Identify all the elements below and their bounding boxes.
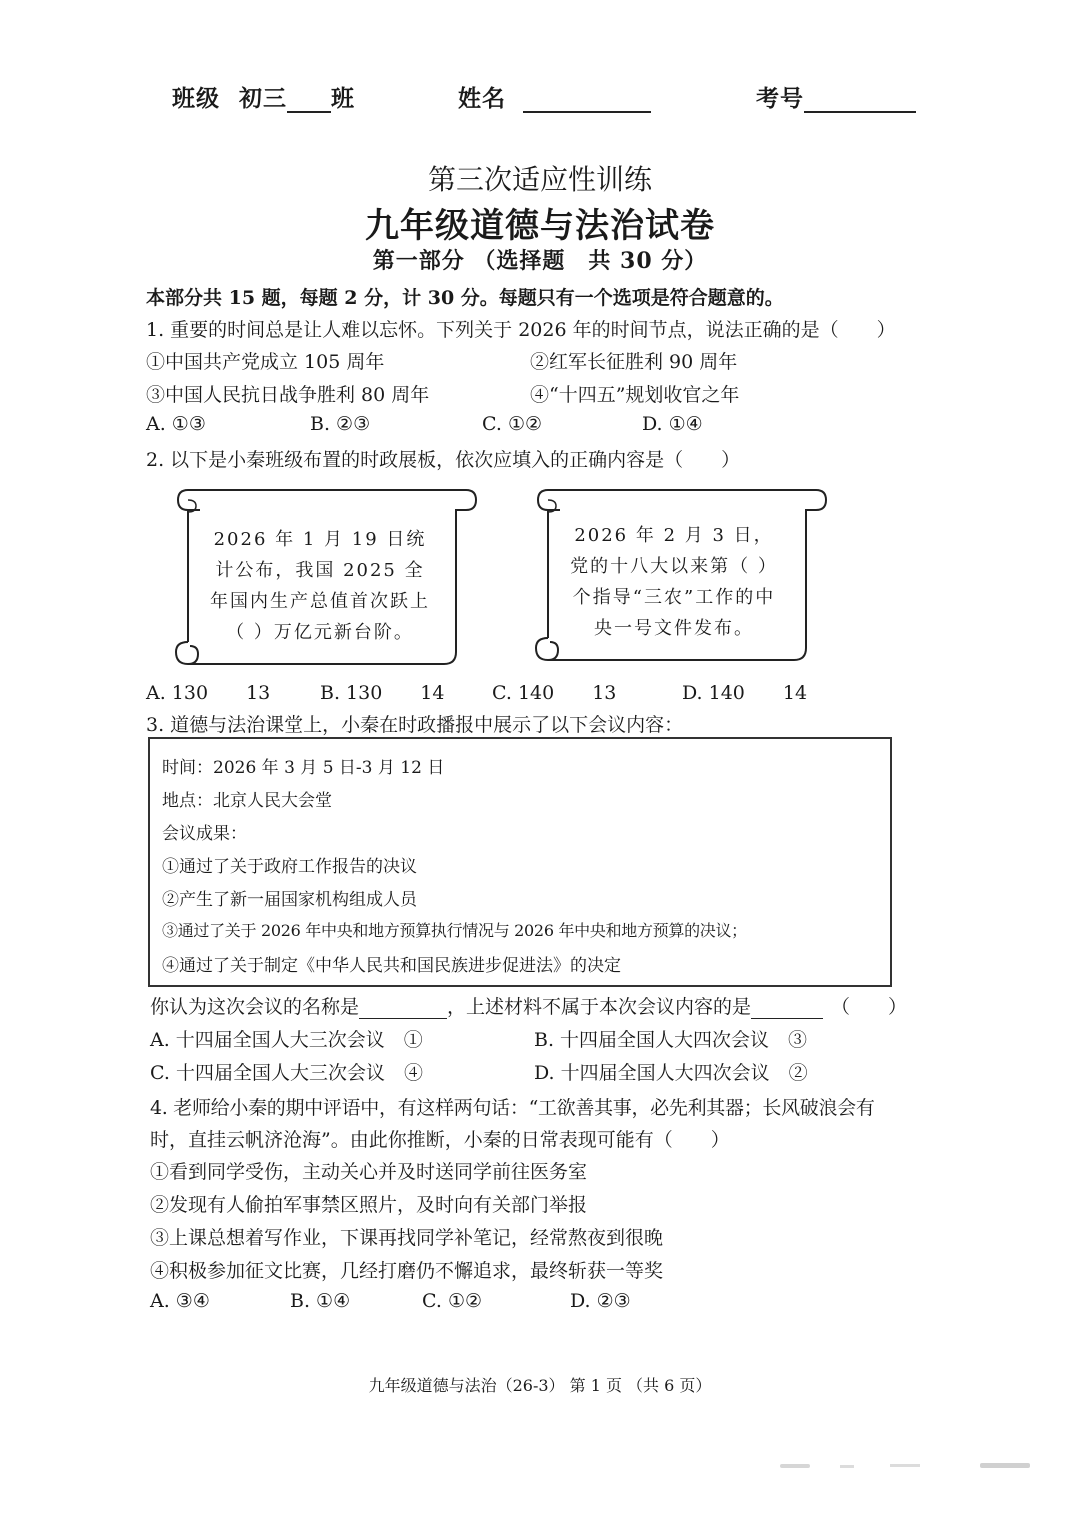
q1-item-2: ②红军长征胜利 90 周年 [530,351,738,373]
meeting-result-4: ④通过了关于制定《中华人民共和国民族进步促进法》的决定 [162,956,621,976]
q3-blank-name[interactable] [359,996,447,1019]
q4-stem-line2: 时，直挂云帆济沧海”。由此你推断，小秦的日常表现可能有（ ） [150,1129,730,1151]
class-field [172,80,355,113]
meeting-results-label: 会议成果： [162,824,247,844]
q2-option-d[interactable]: D. 140 14 [682,682,808,704]
q3-question-c: （ ） [831,996,908,1018]
q3-blank-content[interactable] [751,996,823,1019]
class-grade: 初三 [239,85,288,112]
q1-option-c[interactable]: C. ①② [482,413,543,435]
q2-option-c[interactable]: C. 140 13 [492,682,617,704]
name-field [458,80,651,113]
part-title: 第一部分 （选择题 共 30 分） [372,248,708,274]
paper-title: 九年级道德与法治试卷 [365,206,715,246]
watermark-smudge [780,1462,1040,1472]
q4-item-1: ①看到同学受伤，主动关心并及时送同学前往医务室 [150,1161,588,1183]
q4-option-a[interactable]: A. ③④ [150,1290,210,1312]
scroll-board-right-text: 2026 年 2 月 3 日，党的十八大以来第（ ）个指导“三农”工作的中央一号文件发布。 [570,525,778,639]
q1-stem: 1. 重要的时间总是让人难以忘怀。下列关于 2026 年的时间节点，说法正确的是（ ） [146,319,896,341]
id-label: 考号 [756,85,804,112]
scroll-board-left-text: 2026 年 1 月 19 日统计公布，我国 2025 全年国内生产总值首次跃上（ ）万亿元新台阶。 [210,529,430,643]
q4-option-c[interactable]: C. ①② [422,1290,483,1312]
q4-item-2: ②发现有人偷拍军事禁区照片，及时向有关部门举报 [150,1194,588,1216]
training-title: 第三次适应性训练 [427,163,652,196]
class-label: 班级 [172,85,220,112]
meeting-result-1: ①通过了关于政府工作报告的决议 [162,857,417,877]
q3-option-a[interactable]: A. 十四届全国人大三次会议 ① [150,1029,423,1051]
class-suffix: 班 [331,85,356,112]
meeting-time: 时间：2026 年 3 月 5 日-3 月 12 日 [162,758,445,778]
instruction: 本部分共 15 题，每题 2 分，计 30 分。每题只有一个选项是符合题意的。 [146,287,784,309]
meeting-info-box [148,737,892,987]
q1-option-d[interactable]: D. ①④ [642,413,703,435]
q1-item-4: ④“十四五”规划收官之年 [530,384,740,406]
q3-stem: 3. 道德与法治课堂上，小秦在时政播报中展示了以下会议内容： [146,714,684,736]
q3-option-c[interactable]: C. 十四届全国人大三次会议 ④ [150,1062,423,1084]
q3-question-b: ，上述材料不属于本次会议内容的是 [447,996,752,1018]
q4-option-d[interactable]: D. ②③ [570,1290,631,1312]
q1-item-3: ③中国人民抗日战争胜利 80 周年 [146,384,430,406]
q3-option-d[interactable]: D. 十四届全国人大四次会议 ② [534,1062,808,1084]
meeting-place: 地点：北京人民大会堂 [162,791,332,811]
q1-item-1: ①中国共产党成立 105 周年 [146,351,385,373]
q4-item-4: ④积极参加征文比赛，几经打磨仍不懈追求，最终斩获一等奖 [150,1260,664,1282]
q2-stem: 2. 以下是小秦班级布置的时政展板，依次应填入的正确内容是（ ） [146,449,741,471]
name-label: 姓名 [458,85,506,112]
q3-question-a: 你认为这次会议的名称是 [150,996,360,1018]
meeting-result-3: ③通过了关于 2026 年中央和地方预算执行情况与 2026 年中央和地方预算的决议； [162,921,747,940]
q4-option-b[interactable]: B. ①④ [290,1290,351,1312]
name-blank[interactable] [523,91,651,113]
q1-option-b[interactable]: B. ②③ [310,413,371,435]
q4-stem-line1: 4. 老师给小秦的期中评语中，有这样两句话：“工欲善其事，必先利其器；长风破浪会有 [150,1097,875,1119]
q4-item-3: ③上课总想着写作业，下课再找同学补笔记，经常熬夜到很晚 [150,1227,664,1249]
q3-option-b[interactable]: B. 十四届全国人大四次会议 ③ [534,1029,808,1051]
q2-option-a[interactable]: A. 130 13 [146,682,271,704]
q1-option-a[interactable]: A. ①③ [146,413,206,435]
q3-question [150,992,907,1019]
page-footer: 九年级道德与法治（26-3） 第 1 页 （共 6 页） [368,1376,712,1395]
q2-option-b[interactable]: B. 130 14 [320,682,445,704]
id-field [756,80,916,113]
meeting-result-2: ②产生了新一届国家机构组成人员 [162,890,417,910]
id-blank[interactable] [804,91,916,113]
class-blank[interactable] [287,91,331,113]
